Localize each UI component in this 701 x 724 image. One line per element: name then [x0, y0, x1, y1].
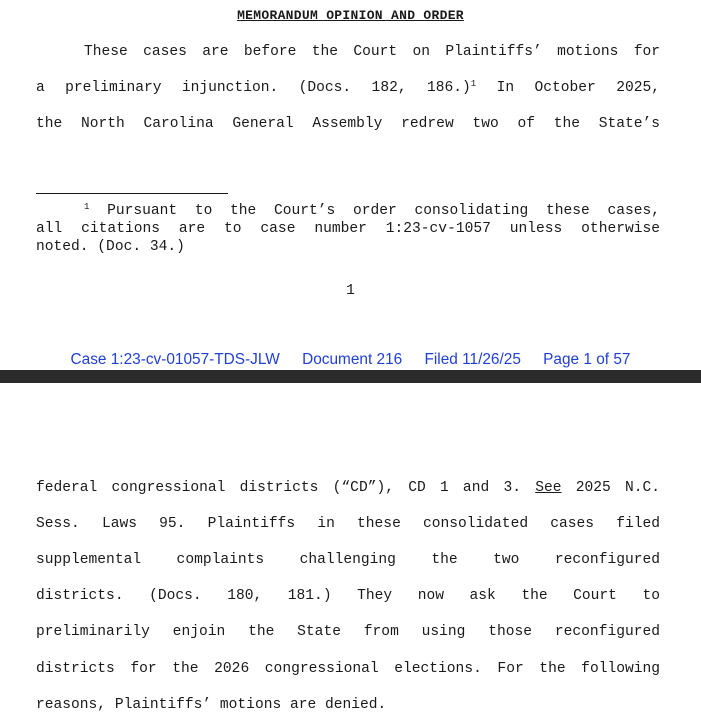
- page-number: 1: [346, 283, 355, 299]
- body-line: Sess. Laws 95. Plaintiffs in these consolidated cases filed: [36, 516, 660, 532]
- footnote-separator: [36, 193, 228, 194]
- footnote-line: noted. (Doc. 34.): [36, 239, 185, 255]
- body-line: districts. (Docs. 180, 181.) They now ask the Court to: [36, 588, 660, 604]
- footnote-line: all citations are to case number 1:23-cv-1057 unless otherwise: [36, 221, 660, 237]
- page-2: [0, 383, 701, 724]
- footnote-reference: 1: [470, 79, 477, 89]
- filing-stamp: [0, 351, 701, 369]
- stamp-document: Document 216: [302, 351, 403, 368]
- body-line-text: 2025 N.C.: [561, 480, 660, 496]
- stamp-page: Page 1 of 57: [543, 351, 631, 368]
- body-line: districts for the 2026 congressional elections. For the following: [36, 661, 660, 677]
- body-line: the North Carolina General Assembly redrew two of the State’s: [36, 116, 660, 132]
- body-line: preliminarily enjoin the State from using those reconfigured: [36, 624, 660, 640]
- body-line: reasons, Plaintiffs’ motions are denied.: [36, 697, 387, 713]
- footnote-marker: 1: [84, 202, 90, 212]
- stamp-filed-date: Filed 11/26/25: [424, 351, 521, 368]
- body-line: [36, 479, 660, 497]
- document-title: MEMORANDUM OPINION AND ORDER: [237, 8, 464, 23]
- body-line-text: federal congressional districts (“CD”), CD 1 and 3.: [36, 480, 536, 496]
- body-line: These cases are before the Court on Plaintiffs’ motions for: [84, 44, 660, 60]
- page-separator: [0, 370, 701, 383]
- footnote-text: Pursuant to the Court’s order consolidating these cases,: [107, 203, 660, 219]
- citation-signal: See: [535, 480, 562, 496]
- footnote-line: [84, 202, 660, 220]
- body-line: supplemental complaints challenging the two reconfigured: [36, 552, 660, 568]
- stamp-case-number: Case 1:23-cv-01057-TDS-JLW: [70, 351, 280, 368]
- body-line-text: In October 2025,: [496, 80, 660, 96]
- body-line-text: a preliminary injunction. (Docs. 182, 186.): [36, 80, 471, 96]
- body-line: [36, 79, 660, 97]
